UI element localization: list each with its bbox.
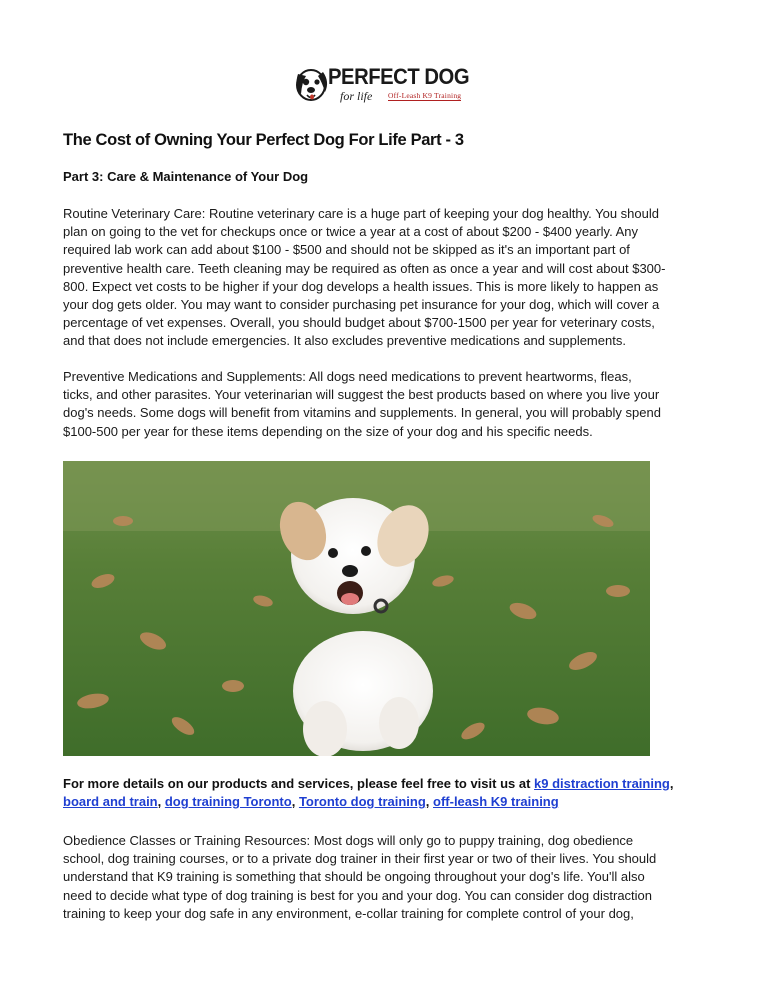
text-line: Obedience Classes or Training Resources: Most dogs will only go to puppy training, dog obedience xyxy=(63,833,634,848)
section-subheading: Part 3: Care & Maintenance of Your Dog xyxy=(63,169,309,184)
text-line: percentage of vet expenses. Overall, you should budget about $700-1500 per year for veterinary costs, xyxy=(63,315,655,331)
medications-paragraph xyxy=(63,368,713,441)
more-details-paragraph xyxy=(63,775,713,811)
link-dog-training-toronto[interactable]: dog training Toronto xyxy=(164,794,292,810)
text-line: $100-500 per year for these items depending on the size of your dog and his specific needs. xyxy=(63,423,593,439)
dog-running-photo xyxy=(63,461,650,756)
link-separator: , xyxy=(291,794,299,810)
text-line xyxy=(63,775,713,793)
veterinary-care-paragraph xyxy=(63,205,713,351)
text-line: training to keep your dog safe in any environment, e-collar training for complete control of your dog, xyxy=(63,905,634,921)
text-line: need to decide what type of dog training is best for you and your dog. You can consider dog distraction xyxy=(63,887,653,903)
text-line: your dog gets older. You may want to consider purchasing pet insurance for your dog, which will cover a xyxy=(63,297,660,313)
text-line: preventive health care. Teeth cleaning may be required as often as once a year and will cost about $300- xyxy=(63,260,666,276)
text-line: understand that K9 training is something that should be ongoing throughout your dog's life. You'll also xyxy=(63,869,645,885)
link-separator: , xyxy=(425,794,434,810)
link-k9-distraction-training[interactable]: k9 distraction training xyxy=(534,776,670,791)
text-line xyxy=(63,793,713,811)
text-line: plan on going to the vet for checkups once or twice a year at a cost of about $200 - $400 yearly. Any xyxy=(63,224,639,240)
logo-tagline: Off-Leash K9 Training xyxy=(388,91,462,100)
logo-wordmark: PERFECT DOG xyxy=(328,64,470,89)
document-title: The Cost of Owning Your Perfect Dog For Life Part - 3 xyxy=(63,131,464,149)
dog-photo-illustration xyxy=(63,461,650,756)
dog-face-icon xyxy=(292,64,332,104)
text-line: required lab work can add about $100 - $500 and should not be skipped as it's an important part of xyxy=(63,242,630,258)
link-separator: , xyxy=(157,794,165,810)
text-line: dog's needs. Some dogs will benefit from vitamins and supplements. In general, you will probably spend xyxy=(63,405,661,421)
text-line: Routine Veterinary Care: Routine veterinary care is a huge part of keeping your dog healthy. You should xyxy=(63,206,659,221)
logo-subtitle: for life xyxy=(340,89,373,103)
obedience-classes-paragraph xyxy=(63,832,713,923)
link-separator: , xyxy=(669,776,674,791)
text-line: school, dog training courses, or to a private dog trainer in their first year or two of their lives. You should xyxy=(63,851,657,867)
text-line: Preventive Medications and Supplements: All dogs need medications to prevent heartworms, fleas, xyxy=(63,369,632,384)
text-line: and that does not include emergencies. It also excludes preventive medications and supplements. xyxy=(63,333,626,349)
more-details-lead: For more details on our products and services, please feel free to visit us at xyxy=(63,776,535,791)
text-line: ticks, and other parasites. Your veterinarian will suggest the best products based on where you live your xyxy=(63,387,660,403)
perfect-dog-logo[interactable] xyxy=(292,62,476,106)
link-toronto-dog-training[interactable]: Toronto dog training xyxy=(298,794,426,810)
text-line: 800. Expect vet costs to be higher if your dog develops a health issues. This is more likely to happen as xyxy=(63,278,659,294)
link-off-leash-k9-training[interactable]: off-leash K9 training xyxy=(433,794,559,810)
link-board-and-train[interactable]: board and train xyxy=(63,794,158,810)
